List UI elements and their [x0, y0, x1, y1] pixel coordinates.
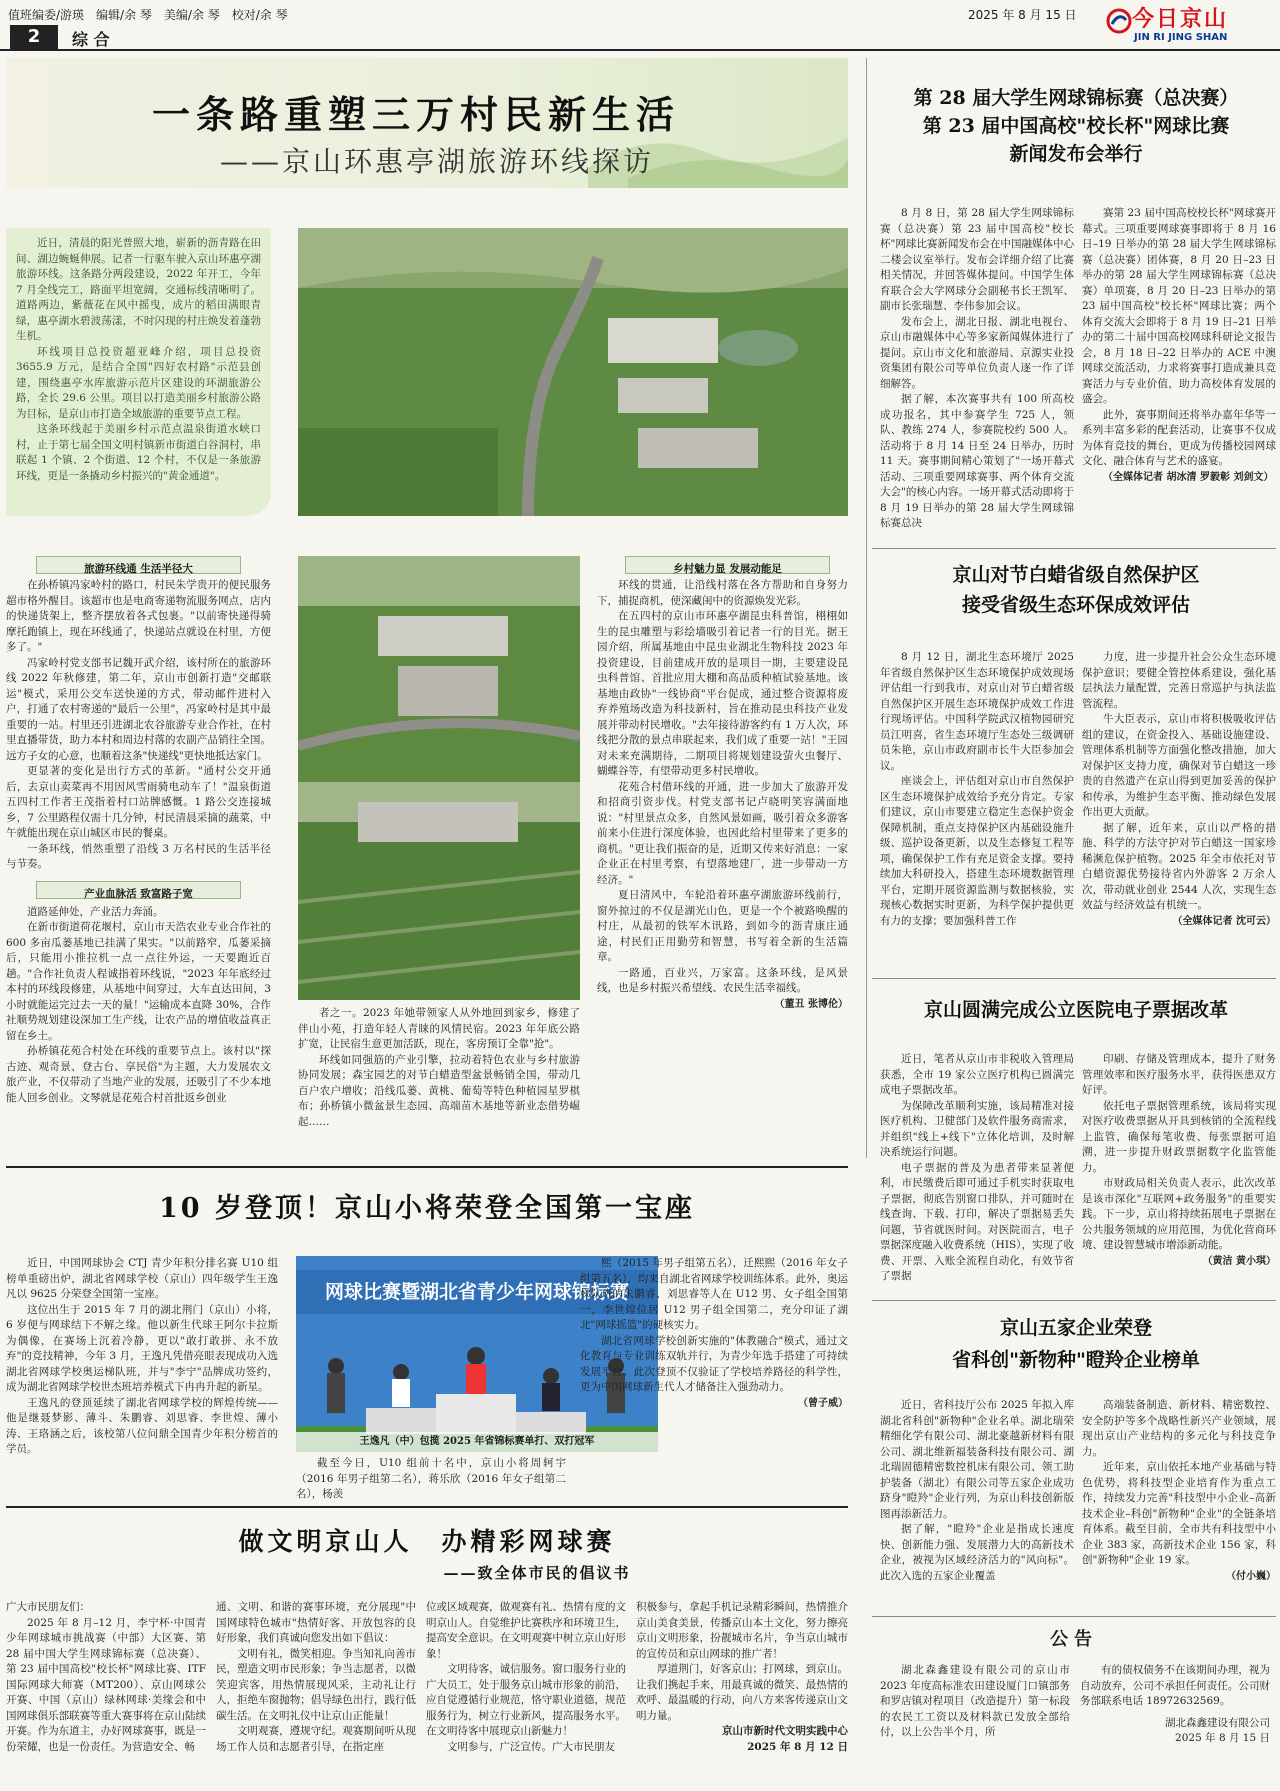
photo-banner-text: 网球比赛暨湖北省青少年网球锦标赛 [296, 1270, 658, 1314]
page-number: 2 [10, 25, 58, 49]
body-paragraph: 环线的贯通，让沿线村落在各方帮助和自身努力下，捕捉商机，使深藏闺中的资源焕发光彩。 [597, 579, 848, 607]
body-paragraph: 文明待客，诚信服务。窗口服务行业的广大员工，处于服务京山城市形象的前沿，应自觉遵循行业规范，恪守职业道德，规范服务行为，树立行业新风，提高服务水平。在文明待客中展现京山新魅力！ [426, 1663, 626, 1737]
body-paragraph: 厚道荆门，好客京山；打网球，到京山。让我们携起手来，用最真诚的微笑、最热情的欢呼、最温暖的行动，向八方来客传递京山文明力量。 [636, 1663, 848, 1722]
notice-paragraph: 湖北森鑫建设有限公司的京山市 2023 年度高标准农田建设厦门口镇部务和罗店镇对程项目（改造提升）第一标段的农民工工资以及材料款已发放全部给付，以上公告半个月，所 [880, 1664, 1070, 1738]
wax-reserve-col-b [1082, 650, 1276, 929]
article-divider [872, 548, 1276, 549]
lead-intro-box [6, 228, 271, 516]
junior-tennis-byline: （曾子威） [798, 1397, 848, 1409]
body-paragraph: 牛大臣表示，京山市将积极吸收评估组的建议，在资金投入、基础设施建设、管理体系机制等方面强化整改措施，加大对保护区支持力度，确保对节白蜡这一珍贵的自然遗产在京山得到更加妥善的保护和传承，为维护生态平衡、推动绿色发展作出更大贡献。 [1082, 713, 1276, 818]
civic-signature-date: 2025 年 8 月 12 日 [747, 1740, 848, 1753]
body-paragraph: 依托电子票据管理系统，该局将实现对医疗收费票据从开具到核销的全流程线上监管，确保每笔收费、每张票据可追溯，进一步提升财政票据数字化监管能力。 [1082, 1099, 1276, 1174]
tennis-presser-title: 第 28 届大学生网球锦标赛（总决赛） 第 23 届中国高校"校长杯"网球比赛 新闻发布会举行 [913, 87, 1239, 165]
intro-paragraph: 近日，清晨的阳光普照大地，崭新的沥青路在田间、湖边蜿蜒伸展。记者一行驱车驶入京山环惠亭湖旅游环线。这条路分两段建设，2022 年开工，今年 7 月全线完工，路面平坦宽阔，交通标线清晰明了。道路两边，紫薇花在风中摇曳，成片的稻田满眼青绿，惠亭湖水碧波荡漾，不时闪现的村庄焕发着蓬勃生机。 [16, 237, 261, 342]
issue-date: 2025 年 8 月 15 日 [968, 8, 1077, 22]
body-paragraph: 截至今日，U10 组前十名中，京山小将周轲宇（2016 年男子组第二名），蒋乐欣（2016 年女子组第二名），杨羡 [296, 1457, 566, 1500]
body-paragraph: 通、文明、和谐的赛事环境，充分展现"中国网球特色城市"热情好客、开放包容的良好形象，我们真诚向您发出如下倡议： [216, 1601, 416, 1644]
lead-column-2 [298, 1006, 580, 1130]
body-paragraph: 近日，中国网球协会 CTJ 青少年积分排名赛 U10 组榜单重磅出炉，湖北省网球学校（京山）四年级学生王逸凡以 9625 分荣登全国第一宝座。 [6, 1257, 278, 1300]
body-paragraph: 为保障改革顺利实施，该局精准对接医疗机构、卫健部门及软件服务商需求，并组织"线上+线下"立体化培训，及时解决系统运行问题。 [880, 1099, 1074, 1158]
body-paragraph: 积极参与，拿起手机记录精彩瞬间，热情推介京山美食美景，传播京山本土文化，努力擦亮京山文明形象，扮靓城市名片，争当京山城市的宣传员和京山网球的推广者！ [636, 1601, 848, 1660]
body-paragraph: 在五四村的京山市环惠亭湖昆虫科普馆，栩栩如生的昆虫雕塑与彩绘墙吸引着记者一行的目光。据王园介绍，所属基地由中昆虫业湖北生物科技 2023 年投资建设，目前建成开放的是项目一期，主要建设昆虫科普馆、首批应用大棚和高品质种植试验基地。该基地由政协"一线协商"平台促成，通过整合资源将废弃养殖场改造为科技新村，旨在推动昆虫科技产业发展并带动村民增收。"去年接待游客约有 1 万人次，环线把分散的景点串联起来，我们成了重要一站！"王园对未来充满期待，二期项目将规划建设萤火虫餐厅、蝴蝶谷等，有望带动更多村民增收。 [597, 610, 848, 777]
body-paragraph: 印刷、存储及管理成本，提升了财务管理效率和医疗服务水平，获得医患双方好评。 [1082, 1053, 1276, 1096]
lead-subtitle: ——京山环惠亭湖旅游环线探访 [220, 145, 655, 178]
aerial-photo-graphic-2 [298, 556, 580, 782]
wax-reserve-byline: （全媒体记者 沈可云） [1172, 915, 1276, 927]
body-paragraph: 一路通，百业兴，万家富。这条环线，是风景线，也是乡村振兴希望线、农民生活幸福线。 [597, 966, 848, 994]
notice-paragraph: 有的债权债务不在该期间办理，视为自动放弃，公司不承担任何责任。公司财务部联系电话 18972632569。 [1080, 1664, 1270, 1707]
junior-tennis-col-c [580, 1256, 848, 1411]
body-paragraph: 一条环线，悄然重塑了沿线 3 万名村民的生活半径与节奏。 [6, 842, 271, 870]
body-paragraph: 高端装备制造、新材料、精密数控、安全防护等多个战略性新兴产业领域，展现出京山产业结构的多元化与科技竞争力。 [1082, 1399, 1276, 1458]
ebill-col-b [1082, 1052, 1276, 1269]
notice-col-b [1080, 1663, 1270, 1747]
body-paragraph: 文明参与，广泛宣传。广大市民朋友 [447, 1740, 615, 1753]
civic-subtitle: ——致全体市民的倡议书 [443, 1564, 631, 1582]
logo-name: 今日京山 [1132, 7, 1229, 32]
body-paragraph: 文明观赛，遵规守纪。观赛期间听从现场工作人员和志愿者引导，在指定座 [216, 1725, 416, 1753]
junior-tennis-title: 10 岁登顶！京山小将荣登全国第一宝座 [159, 1193, 695, 1224]
aerial-photo-village [298, 228, 848, 516]
wax-reserve-col-a [880, 650, 1074, 929]
body-paragraph: 力度，进一步提升社会公众生态环境保护意识；要健全管控体系建设，强化基层执法力量配置，完善日常巡护与执法监管流程。 [1082, 651, 1276, 710]
notice-title: 公告 [1050, 1629, 1098, 1650]
lead-banner [6, 58, 848, 188]
article-divider [872, 978, 1276, 979]
notice-col-a [880, 1663, 1070, 1741]
notice-signature-date: 2025 年 8 月 15 日 [1175, 1732, 1270, 1744]
section-caption-3: 乡村魅力显 发展动能足 [625, 556, 830, 574]
body-paragraph: 2025 年 8 月–12 月，李宁杯·中国青少年网球城市挑战赛（中部）大区赛、第 28 届中国大学生网球锦标赛（总决赛）、第 23 届中国高校"校长杯"网球比赛、ITF 国际网球大师赛（MT200）、京山网球公开赛、中国（京山）绿林网球·美缘会和中国网球俱乐部联赛等重大赛事将在京山陆续开赛。作为东道主，办好网球赛事，既是一份荣耀，也是一份责任。为营造安全、畅 [6, 1616, 206, 1753]
aerial-photo-graphic-3 [298, 782, 580, 1000]
body-paragraph: 在孙桥镇冯家岭村的路口，村民朱学贵开的便民服务超市格外醒目。该超市也是电商寄递物流服务网点，店内的快递货架上，整齐摆放着各式包裹。"以前寄快递得骑摩托跑镇上，现在环线通了，快递站点就设在村里，方便多了。" [6, 579, 271, 653]
body-paragraph: 花苑合村借环线的开通，进一步加大了旅游开发和招商引资步伐。村党支部书记卢晓明笑容满面地说："村里景点众多，自然风景如画，吸引着众多游客前来小住进行深度体验，也因此给村里带来了更多的商机。"更让我们振奋的是，近期又传来好消息：一家企业正在村里考察，有望落地建厂，进一步带动一方经济。" [597, 780, 848, 886]
body-paragraph: 王逸凡的登顶延续了湖北省网球学校的辉煌传统——他是继聂梦影、薄斗、朱鹏睿、刘思睿、李世煌、薄小涛、王珞涵之后，该校第八位问鼎全国青少年积分榜首的学员。 [6, 1396, 278, 1455]
body-paragraph: 市财政局相关负责人表示，此次改革是该市深化"互联网+政务服务"的重要实践。下一步，京山将持续拓展电子票据在公共服务领域的应用范围，为优化营商环境、建设智慧城市增添新动能。 [1082, 1177, 1276, 1251]
intro-paragraph: 这条环线起于美丽乡村示范点温泉街道水峡口村，止于第七届全国文明村镇新市街道白谷洞村，串联起 1 个镇、2 个街道、12 个村，不仅是一条旅游环线，更是一条撬动乡村振兴的"黄金通道"。 [16, 423, 261, 482]
notice-signature-org: 湖北森鑫建设有限公司 [1165, 1716, 1270, 1729]
column-divider [866, 58, 867, 1158]
civic-signature-org: 京山市新时代文明实践中心 [722, 1725, 848, 1737]
ebill-byline: （黄洁 黄小琪） [1202, 1255, 1276, 1267]
body-paragraph: 位或区域观赛，做观赛有礼、热情有度的文明京山人。自觉维护比赛秩序和环境卫生，提高安全意识。在文明观赛中树立京山好形象！ [426, 1601, 626, 1660]
body-paragraph: 近日，省科技厅公布 2025 年拟入库湖北省科创"新物种"企业名单。湖北瑞荣精细化学有限公司、湖北豪越新材料有限公司、湖北维新福装备科技有限公司、湖北瑞固德精密数控机床有限公司、领工助护装备（湖北）有限公司等五家企业成功跻身"瞪羚"企业行列，为京山科技创新版图再添新活力。 [880, 1399, 1074, 1520]
body-paragraph: 冯家岭村党支部书记魏开武介绍，该村所在的旅游环线 2022 年秋修建，第二年，京山市创新打造"交邮联运"模式，采用公交车送快递的方式，带动邮件进村入户，打通了农村寄递的"最后一公里"，冯家岭村是其中最重要的一站。村里还引进湖北农谷旅游专业合作社，在村里直播带货，助力本村和周边村落的农副产品销往全国。远方子女的心意，也顺着这条"快递线"更快地抵达家门。 [6, 656, 271, 762]
body-paragraph: 者之一。2023 年她带领家人从外地回到家乡，修建了伴山小苑，打造年轻人青睐的风情民宿。2023 年年底公路扩宽，让民宿生意更加活跃，现在，客房预订全靠"抢"。 [298, 1007, 580, 1050]
body-paragraph: 环线如同强筋的产业引擎，拉动着特色农业与乡村旅游协同发展；森宝园艺的对节白蜡造型盆景畅销全国，带动几百户农户增收；沿线瓜蒌、黄桃、葡萄等特色种植园星罗棋布；孙桥镇小微盆景生态园、高端苗木基地等新业态借势崛起…… [298, 1053, 580, 1128]
junior-tennis-photo-caption [296, 1456, 566, 1503]
body-paragraph: 在新市街道荷花堰村，京山市天浩农业专业合作社的 600 多亩瓜蒌基地已挂满了果实。"以前路窄，瓜蒌采摘后，只能用小推拉机一点一点往外运，一天要跑近百趟。"合作社负责人程诚指着环线说，"2023 年年底经过本村的环线段修建，从基地中间穿过，大车直达田间，3 小时就能运完过去一天的量！"运输成本直降 30%，合作社顺势规划建设深加工生产线，让农产品的增值收益真正留在乡土。 [6, 921, 271, 1042]
body-paragraph: 据了解，"瞪羚"企业是指成长速度快、创新能力强、发展潜力大的高新技术企业，被视为区域经济活力的"风向标"。此次入选的五家企业覆盖 [880, 1523, 1074, 1582]
article-divider [872, 1300, 1276, 1301]
article-divider [6, 1506, 848, 1508]
tennis-presser-byline: （全媒体记者 胡冰清 罗毅彰 刘剑文） [1103, 471, 1274, 483]
notice-box [872, 1616, 1276, 1786]
enterprise-byline: （付小巍） [1226, 1570, 1276, 1582]
body-paragraph: 夏日清风中，车轮沿着环惠亭湖旅游环线前行，窗外掠过的不仅是湖光山色，更是一个个被路唤醒的村庄，从最初的铁军木讯路，到如今的沥青康庄通途，村民们正用勤劳和智慧，书写着全新的生活篇章。 [597, 889, 848, 963]
body-paragraph: 孙桥镇花苑合村处在环线的重要节点上。该村以"探古迹、观奇景、登古台、享民俗"为主题，大力发展农文旅产业，不仅带动了当地产业的发展，还吸引了不少本地能人回乡创业。文琴就是花苑合村首批返乡创业 [6, 1045, 271, 1104]
ebill-title: 京山圆满完成公立医院电子票据改革 [923, 999, 1228, 1021]
civic-col-c [426, 1600, 626, 1755]
enterprise-title: 京山五家企业荣登 省科创"新物种"瞪羚企业榜单 [952, 1317, 1200, 1371]
body-paragraph: 道路延伸处，产业活力奔涌。 [27, 905, 164, 918]
lead-column-1 [6, 556, 271, 1106]
body-paragraph: 此外，赛事期间还将举办嘉年华等一系列丰富多彩的配套活动，让赛事不仅成为体育竞技的舞台，更成为传播校园网球文化、融合体育与艺术的盛宴。 [1082, 408, 1276, 467]
body-paragraph: 据了解，近年来，京山以严格的措施、科学的方法守护对节白蜡这一国家珍稀濒危保护植物。2025 年全市依托对节白蜡资源优势接待省内外游客 2 万余人次，带动就业创业 2544 人次，实现生态效益与经济效益有机统一。 [1082, 821, 1276, 911]
body-paragraph: 赛第 23 届中国高校校长杯"网球赛开幕式。三项重要网球赛事即将于 8 月 16 日–19 日举办的第 28 届大学生网球锦标赛（总决赛）团体赛，8 月 20 日–23 日举办的第 28 届大学生网球锦标赛（总决赛）单项赛，8 月 20 日–23 日举办的第 23 届中国高校"校长杯"网球比赛；两个体育交流大会即将于 8 月 19 日–21 日举办的第二十届中国高校网球科研论文报告会，8 月 18 日–22 日举办的 ACE 中澳网球交流活动，力求将赛事打造成兼具竞赛活力与专业价值，助力高校体育发展的盛会。 [1082, 207, 1276, 405]
civic-salutation: 广大市民朋友们： [6, 1601, 90, 1613]
aerial-photo-graphic-1 [298, 228, 848, 516]
body-paragraph: 座谈会上，评估组对京山市自然保护区生态环境保护成效给予充分肯定。专家们建议，京山市要建立稳定生态保护资金保障机制，重点支持保护区内基础设施升级、巡护设备更新，以及生态修复工程等项，确保保护工作有充足资金支撑。要持续加大科研投入，搭建生态环境数据管理平台，定期开展资源监测与数据核验，实现核心数据实时更新，为科学保护提供更有力的支撑；要加强科普工作 [880, 775, 1074, 927]
lead-title: 一条路重塑三万村民新生活 [152, 92, 681, 137]
ebill-col-a [880, 1052, 1074, 1285]
credits-line: 值班编委/游瑛 编辑/余 琴 美编/余 琴 校对/余 琴 [8, 8, 288, 22]
body-paragraph: 更显著的变化是出行方式的革新。"通村公交开通后，去京山卖菜再不用因风雪雨骑电动车了！"温泉街道五四村工作者王茂指着村口站牌感慨。1 路公交连接城乡，7 公里路程仅需十几分钟，村民清晨采摘的蔬菜，中午就能出现在京山城区市民的餐桌。 [6, 765, 271, 839]
page-bar [0, 25, 1280, 51]
junior-tennis-col-a [6, 1256, 278, 1458]
enterprise-col-b [1082, 1398, 1276, 1584]
body-paragraph: 文明有礼，微笑相迎。争当知礼向善市民，塑造文明市民形象；争当志愿者，以微笑迎宾客，用热情展现风采，主动礼让行人，拒绝车窗抛物；倡导绿色出行，践行低碳生活。在文明礼仪中让京山正能量！ [216, 1647, 416, 1722]
body-paragraph: 电子票据的普及为患者带来显著便利，市民缴费后即可通过手机实时获取电子票据，彻底告别窗口排队，并可随时在线查询、下载、打印，解决了票据易丢失问题，节省就医时间。对医院而言，电子票据深度融入收费系统（HIS），实现了收费、开票、入账全流程自动化，有效节省了票据 [880, 1161, 1074, 1282]
tennis-presser-col-b [1082, 206, 1276, 485]
aerial-photo-orchard [298, 782, 580, 1000]
body-paragraph: 8 月 8 日，第 28 届大学生网球锦标赛（总决赛）第 23 届中国高校"校长杯"网球比赛新闻发布会在中国融媒体中心二楼会议室举行。发布会详细介绍了比赛相关情况，并回答媒体提问。中国学生体育联合会大学网球分会副秘书长王凯军、副市长张瑞慧、李伟参加会议。 [880, 207, 1074, 312]
body-paragraph: 湖北省网球学校创新实施的"体教融合"模式，通过文化教育与专业训练双轨并行，为青少年选手搭建了可持续发展平台。此次登顶不仅验证了学校培养路径的科学性，更为中国网球新生代人才储备注入强劲动力。 [580, 1334, 848, 1393]
civic-col-b [216, 1600, 416, 1755]
header-rule [0, 49, 1280, 51]
section-caption-2: 产业血脉活 致富路子宽 [36, 881, 241, 899]
tennis-presser-col-a [880, 206, 1074, 532]
section-caption-1: 旅游环线通 生活半径大 [36, 556, 241, 574]
body-paragraph: 熙（2015 年男子组第五名），迁熙熙（2016 年女子组第五名），均来自湖北省网球学校训练体系。此外，奥运梯队班的朱鹏睿、刘思睿等人在 U12 男、女子组全国第一，李世煌位居 U12 男子组全国第二，充分印证了湖北"网球摇篮"的硬核实力。 [580, 1257, 848, 1331]
section-name: 综 合 [72, 30, 110, 49]
civic-title: 做文明京山人 办精彩网球赛 [238, 1527, 616, 1556]
logo-pinyin: JIN RI JING SHAN [1134, 32, 1228, 43]
civic-col-d [636, 1600, 848, 1755]
enterprise-col-a [880, 1398, 1074, 1584]
article-divider [6, 1166, 848, 1168]
body-paragraph: 8 月 12 日，湖北生态环境厅 2025 年省级自然保护区生态环境保护成效现场评估组一行到我市，对京山对节白蜡省级自然保护区开展生态环境保护成效工作进行现场评估。中国科学院武汉植物园研究员江明喜，省生态环境厅生态处三级调研员朱艳，京山市政府副市长牛大臣参加会议。 [880, 651, 1074, 772]
body-paragraph: 近日，笔者从京山市非税收入管理局获悉，全市 19 家公立医疗机构已圆满完成电子票据改革。 [880, 1053, 1074, 1096]
lead-column-3 [585, 556, 848, 1012]
civic-col-a [6, 1600, 206, 1755]
intro-paragraph: 环线项目总投资超亚峰介绍，项目总投资 3655.9 万元，是结合全国"四好农村路"示范县创建，围绕惠亭水库旅游示范片区建设的环湖旅游公路，全长 29.6 公里。项目以打造美丽乡村旅游公路为目标，是京山市打造全域旅游的重要节点工程。 [16, 345, 261, 420]
body-paragraph: 近年来，京山依托本地产业基础与特色优势，将科技型企业培育作为重点工作，持续发力完善"科技型中小企业–高新技术企业–科创"新物种"企业"的全链条培育体系。截至目前，全市共有科技型中小企业 383 家，高新技术企业 156 家，科创"新物种"企业 19 家。 [1082, 1461, 1276, 1566]
photo-inline-caption: 王逸凡（中）包揽 2025 年省锦标赛单打、双打冠军 [296, 1432, 658, 1452]
lead-byline: （董丑 张博伦） [774, 998, 848, 1010]
body-paragraph: 据了解，本次赛事共有 100 所高校成功报名，其中参赛学生 725 人，领队、教练 274 人，参赛院校约 500 人。活动将于 8 月 14 日至 24 日举办，历时 11 天。赛事期间精心策划了"一场开幕式活动、三项重要网球赛事、两个体育交流大会"的核心内容。一场开幕式活动即将于 8 月 19 日举办的第 28 届大学生网球锦标赛总决 [880, 393, 1074, 529]
body-paragraph: 这位出生于 2015 年 7 月的湖北荆门（京山）小将，6 岁便与网球结下不解之缘。他以新生代球王阿尔卡拉斯为偶像，在赛场上沉着冷静，更以"敢打敢拼、永不放弃"的竞技精神，今年 3 月，王逸凡凭借亮眼表现成功入选湖北省网球学校奥运梯队班，并与"李宁"品牌成功签约，成为湖北省网球学校世杰班培养模式下冉冉升起的新星。 [6, 1303, 278, 1393]
aerial-photo-insect-museum [298, 556, 580, 782]
body-paragraph: 发布会上，湖北日报、湖北电视台、京山市融媒体中心等多家新闻媒体进行了提问。京山市文化和旅游局、京源实业投资集团有限公司等单位负责人逐一作了详细解答。 [880, 315, 1074, 390]
wax-reserve-title: 京山对节白蜡省级自然保护区 接受省级生态环保成效评估 [952, 564, 1200, 616]
